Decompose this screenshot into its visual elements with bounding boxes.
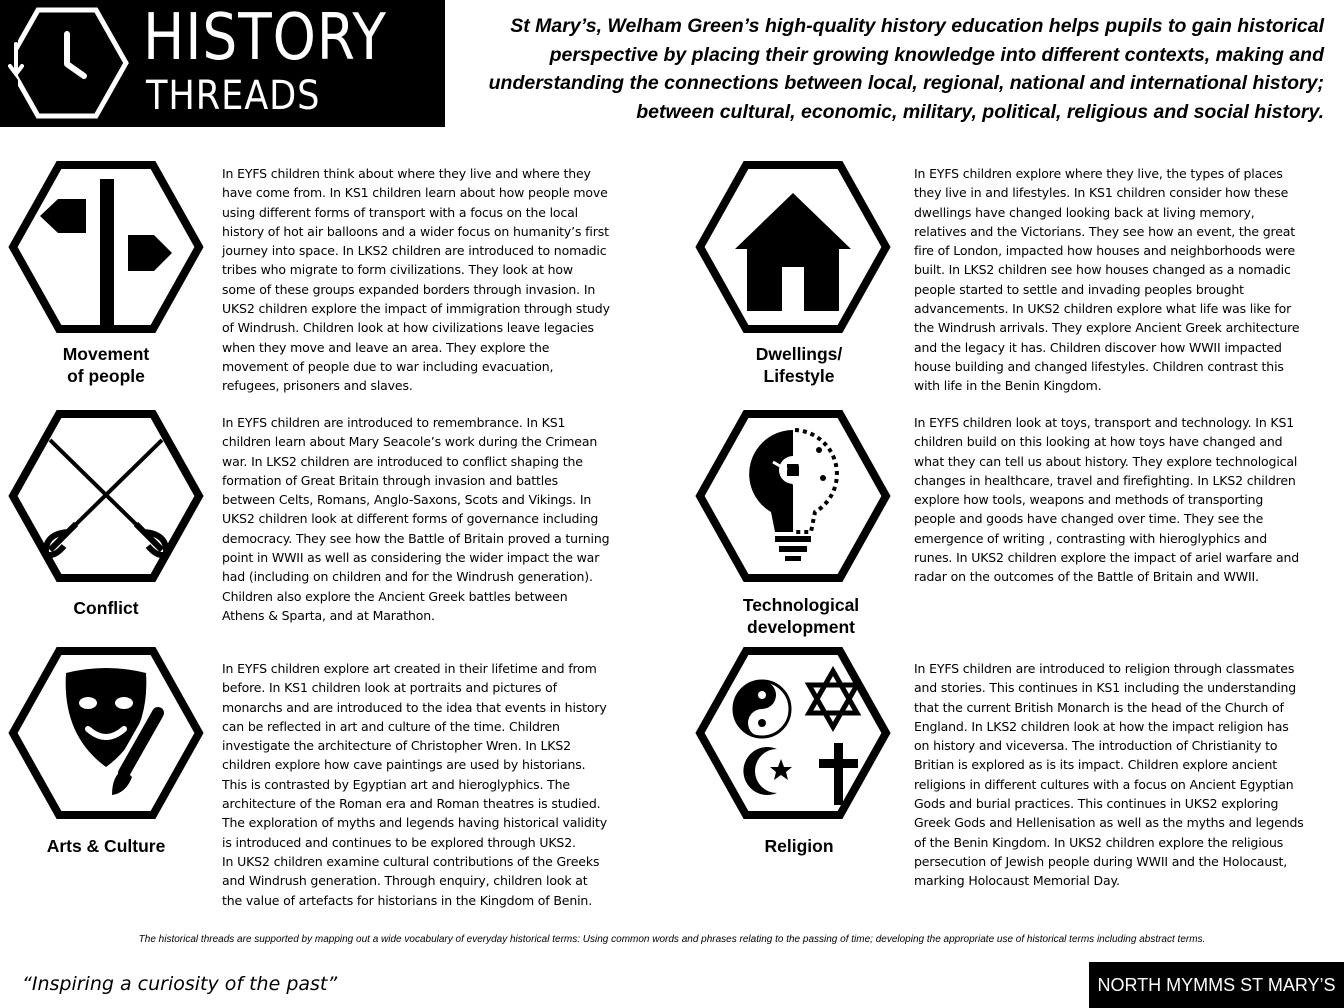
thread-dwellings-hexagon	[695, 159, 891, 340]
intro-statement: St Mary’s, Welham Green’s high-quality history education helps pupils to gain historical perspective by placing their growing knowledge into different contexts, making and understanding the connections between local, regional, national and international history; between cultural, economic, military, political, religious and social history.	[488, 15, 1324, 123]
thread-text-dwellings: In EYFS children explore where they live, the types of places they live in and lifestyles. In KS1 children consider how these dwellings have changed looking back at living memory, relatives and the Victorians. They see how an event, the great fire of London, impacted how houses and neighborhoods were built. In LKS2 children see how houses changed as a nomadic people started to settle and invading peoples brought advancements. In UKS2 children explore what life was like for the Windrush arrivals. They explore Ancient Greek architecture and the legacy it has. Children discover how WWII impacted house building and changed lifestyles. Children contrast this with life in the Benin Kingdom.	[914, 166, 1300, 394]
thread-label-movement: Movement of people	[62, 344, 150, 386]
thread-technology-hexagon	[695, 408, 891, 589]
crossed-swords-icon	[8, 408, 204, 584]
thread-label-conflict: Conflict	[73, 598, 139, 618]
thread-text-religion: In EYFS children are introduced to religion through classmates and stories. This continues in KS1 including the understanding that the current British Monarch is the head of the Church of England. In LKS2 children look at how the impact religion has on history and viceversa. The introduction of Christianity to Britian is explored as is its impact. Children explore ancient religions in different cultures with a focus on Ancient Egyptian Gods and burial practices. This continues in UKS2 exploring Greek Gods and Hellenisation as well as the myths and legends of the Benin Kingdom. In UKS2 children explore the religious persecution of Jewish people during WWII and the Holocaust, marking Holocaust Memorial Day.	[914, 661, 1304, 889]
lightbulb-circuit-icon	[695, 408, 891, 584]
thread-movement-hexagon	[8, 159, 204, 340]
thread-text-conflict: In EYFS children are introduced to remembrance. In KS1 children learn about Mary Seacole’s work during the Crimean war. In LKS2 children are introduced to conflict shaping the formation of Great Britain through invasion and battles between Celts, Romans, Anglo-Saxons, Scots and Vikings. In UKS2 children look at different forms of governance including democracy. They see how the Battle of Britain proved a turning point in WWII as well as considering the wider impact the war had (including on children and for the Windrush generation). Children also explore the Ancient Greek battles between Athens & Sparta, and at Marathon.	[222, 415, 610, 623]
thread-label-religion: Religion	[764, 836, 834, 856]
theatre-mask-brush-icon	[8, 645, 204, 821]
thread-conflict-hexagon	[8, 408, 204, 589]
thread-text-arts: In EYFS children explore art created in their lifetime and from before. In KS1 children look at portraits and pictures of monarchs and are introduced to the idea that events in history can be reflected in art and culture of the time. Children investigate the architecture of Christopher Wren. In LKS2 children explore how cave paintings are used by historians. This is contrasted by Egyptian art and hieroglyphics. The architecture of the Roman era and Roman theatres is studied. The exploration of myths and legends having historical validity is introduced and continues to be explored through UKS2. In UKS2 children examine cultural contributions of the Greeks and Windrush generation. Through enquiry, children look at the value of artefacts for historians in the Kingdom of Benin.	[222, 661, 607, 908]
thread-religion-hexagon	[695, 645, 891, 826]
thread-label-dwellings: Dwellings/ Lifestyle	[755, 344, 843, 386]
house-icon	[695, 159, 891, 335]
school-motto: “Inspiring a curiosity of the past”	[22, 973, 338, 995]
thread-label-technology: Technological development	[742, 595, 860, 637]
clock-hexagon-icon	[4, 4, 130, 122]
thread-arts-hexagon	[8, 645, 204, 826]
logo-title-history: HISTORY	[143, 1, 387, 75]
signpost-icon	[8, 159, 204, 335]
vocabulary-footnote: The historical threads are supported by mapping out a wide vocabulary of everyday historical terms: Using common words and phrases relating to the passing of time; developing the appropriate use of historical terms including abstract terms.	[138, 934, 1206, 945]
school-name-banner: NORTH MYMMS ST MARY’S	[1089, 962, 1344, 1008]
history-threads-logo	[0, 0, 445, 127]
logo-title-threads: THREADS	[146, 73, 321, 119]
thread-label-arts: Arts & Culture	[46, 836, 166, 856]
thread-text-technology: In EYFS children look at toys, transport and technology. In KS1 children build on this looking at how toys have changed and what they can tell us about history. They explore technological changes in healthcare, travel and firefighting. In LKS2 children explore how tools, weapons and methods of transporting people and goods have changed over time. They see the emergence of writing , contrasting with hieroglyphics and runes. In UKS2 children explore the impact of ariel warfare and radar on the outcomes of the Battle of Britain and WWII.	[914, 415, 1300, 585]
religious-symbols-icon	[695, 645, 891, 821]
thread-text-movement: In EYFS children think about where they live and where they have come from. In KS1 children learn about how people move using different forms of transport with a focus on the local history of hot air balloons and a wider focus on humanity’s first journey into space. In LKS2 children are introduced to nomadic tribes who migrate to form civilizations. They look at how some of these groups expanded borders through invasion. In UKS2 children explore the impact of immigration through study of Windrush. Children look at how civilizations leave legacies when they move and leave an area. They explore the movement of people due to war including evacuation, refugees, prisoners and slaves.	[222, 166, 610, 394]
